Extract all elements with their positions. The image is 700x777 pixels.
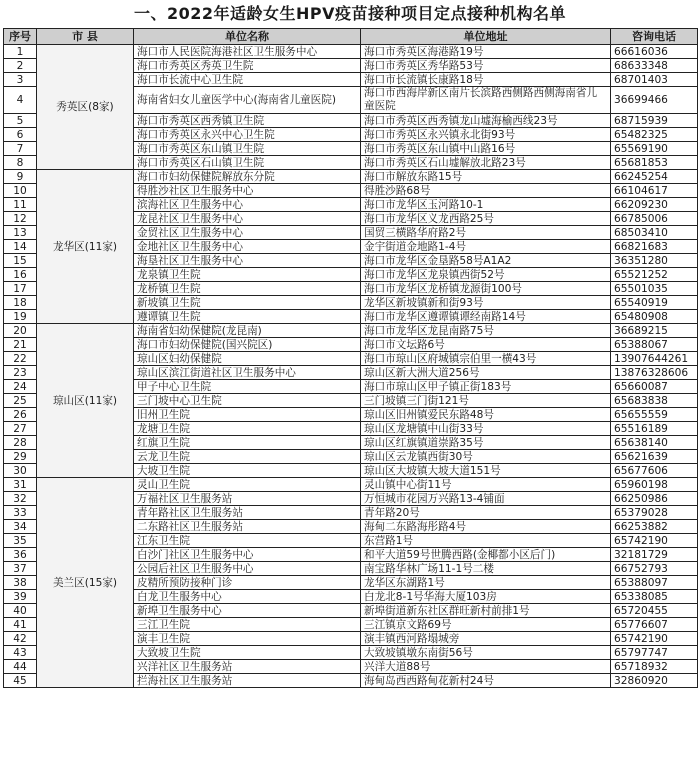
institution-address: 海口市琼山区府城镇宗伯里一横43号 — [361, 352, 611, 366]
institution-name: 拦海社区卫生服务站 — [134, 674, 361, 688]
contact-phone: 66250986 — [611, 492, 698, 506]
institution-address: 白龙北8-1号华海大厦103房 — [361, 590, 611, 604]
institution-address: 海口市龙华区龙桥镇龙源街100号 — [361, 282, 611, 296]
contact-phone: 65797747 — [611, 646, 698, 660]
contact-phone: 65718932 — [611, 660, 698, 674]
contact-phone: 65742190 — [611, 632, 698, 646]
institution-address: 金宇街道金地路1-4号 — [361, 240, 611, 254]
institution-name: 金贸社区卫生服务中心 — [134, 226, 361, 240]
contact-phone: 65482325 — [611, 128, 698, 142]
institution-address: 兴洋大道88号 — [361, 660, 611, 674]
row-number: 10 — [4, 184, 37, 198]
table-row — [4, 324, 698, 338]
row-number: 43 — [4, 646, 37, 660]
row-number: 12 — [4, 212, 37, 226]
institution-address: 海口市秀英区东山镇中山路16号 — [361, 142, 611, 156]
row-number: 23 — [4, 366, 37, 380]
institution-name: 海南省妇女儿童医学中心(海南省儿童医院) — [134, 87, 361, 114]
contact-phone: 65388067 — [611, 338, 698, 352]
header-district: 市 县 — [37, 29, 134, 45]
institution-address: 琼山区新大洲大道256号 — [361, 366, 611, 380]
institution-name: 遵谭镇卫生院 — [134, 310, 361, 324]
table-header-row — [4, 29, 698, 45]
contact-phone: 68503410 — [611, 226, 698, 240]
contact-phone: 66245254 — [611, 170, 698, 184]
institution-name: 青年路社区卫生服务站 — [134, 506, 361, 520]
institution-address: 海口市秀英区秀华路53号 — [361, 59, 611, 73]
institution-name: 龙桥镇卫生院 — [134, 282, 361, 296]
institution-name: 海口市秀英区西秀镇卫生院 — [134, 114, 361, 128]
table-row — [4, 170, 698, 184]
contact-phone: 65540919 — [611, 296, 698, 310]
header-phone: 咨询电话 — [611, 29, 698, 45]
row-number: 30 — [4, 464, 37, 478]
row-number: 35 — [4, 534, 37, 548]
contact-phone: 66209230 — [611, 198, 698, 212]
institution-name: 公园后社区卫生服务中心 — [134, 562, 361, 576]
contact-phone: 65379028 — [611, 506, 698, 520]
row-number: 4 — [4, 87, 37, 114]
district-label: 琼山区(11家) — [37, 324, 134, 478]
row-number: 9 — [4, 170, 37, 184]
table-row — [4, 478, 698, 492]
institution-name: 龙泉镇卫生院 — [134, 268, 361, 282]
institution-address: 海口市长流镇长康路18号 — [361, 73, 611, 87]
institution-address: 海甸二东路海彤路4号 — [361, 520, 611, 534]
contact-phone: 66253882 — [611, 520, 698, 534]
institution-address: 东营路1号 — [361, 534, 611, 548]
institution-name: 海南省妇幼保健院(龙昆南) — [134, 324, 361, 338]
institution-address: 海口市琼山区甲子镇正街183号 — [361, 380, 611, 394]
contact-phone: 68715939 — [611, 114, 698, 128]
institution-address: 琼山区云龙镇西街30号 — [361, 450, 611, 464]
institution-address: 海甸岛西西路甸花新村24号 — [361, 674, 611, 688]
contact-phone: 65655559 — [611, 408, 698, 422]
institution-name: 江东卫生院 — [134, 534, 361, 548]
institution-address: 得胜沙路68号 — [361, 184, 611, 198]
institution-name: 红旗卫生院 — [134, 436, 361, 450]
institution-name: 琼山区妇幼保健院 — [134, 352, 361, 366]
header-no: 序号 — [4, 29, 37, 45]
document-title: 一、2022年适龄女生HPV疫苗接种项目定点接种机构名单 — [133, 4, 567, 23]
institution-address: 海口市龙华区龙昆南路75号 — [361, 324, 611, 338]
row-number: 11 — [4, 198, 37, 212]
institution-address: 海口市秀英区永兴镇永北街93号 — [361, 128, 611, 142]
contact-phone: 66785006 — [611, 212, 698, 226]
institution-name: 龙昆社区卫生服务中心 — [134, 212, 361, 226]
contact-phone: 13876328606 — [611, 366, 698, 380]
row-number: 3 — [4, 73, 37, 87]
contact-phone: 32860920 — [611, 674, 698, 688]
row-number: 20 — [4, 324, 37, 338]
institution-name: 二东路社区卫生服务站 — [134, 520, 361, 534]
institution-address: 琼山区大坡镇大坡大道151号 — [361, 464, 611, 478]
contact-phone: 36699466 — [611, 87, 698, 114]
row-number: 15 — [4, 254, 37, 268]
contact-phone: 65621639 — [611, 450, 698, 464]
institution-name: 白沙门社区卫生服务中心 — [134, 548, 361, 562]
institution-name: 海口市人民医院海港社区卫生服务中心 — [134, 45, 361, 59]
row-number: 32 — [4, 492, 37, 506]
row-number: 37 — [4, 562, 37, 576]
institution-name: 皮精所预防接种门诊 — [134, 576, 361, 590]
institution-address: 海口市文坛路6号 — [361, 338, 611, 352]
row-number: 18 — [4, 296, 37, 310]
row-number: 8 — [4, 156, 37, 170]
institution-address: 万恒城市花园万兴路13-4铺面 — [361, 492, 611, 506]
institution-name: 海口市长流中心卫生院 — [134, 73, 361, 87]
contact-phone: 68701403 — [611, 73, 698, 87]
contact-phone: 65776607 — [611, 618, 698, 632]
row-number: 14 — [4, 240, 37, 254]
row-number: 44 — [4, 660, 37, 674]
institution-name: 海口市秀英区石山镇卫生院 — [134, 156, 361, 170]
institution-name: 演丰卫生院 — [134, 632, 361, 646]
contact-phone: 65660087 — [611, 380, 698, 394]
institution-name: 新坡镇卫生院 — [134, 296, 361, 310]
institution-name: 三江卫生院 — [134, 618, 361, 632]
district-label: 秀英区(8家) — [37, 45, 134, 170]
contact-phone: 66104617 — [611, 184, 698, 198]
contact-phone: 65501035 — [611, 282, 698, 296]
contact-phone: 65338085 — [611, 590, 698, 604]
row-number: 26 — [4, 408, 37, 422]
row-number: 21 — [4, 338, 37, 352]
institution-name: 云龙卫生院 — [134, 450, 361, 464]
institution-address: 龙华区东湖路1号 — [361, 576, 611, 590]
table-body — [4, 45, 698, 688]
contact-phone: 65388097 — [611, 576, 698, 590]
institution-address: 大致坡镇墩东南街56号 — [361, 646, 611, 660]
contact-phone: 32181729 — [611, 548, 698, 562]
institution-address: 海口市秀英区石山墟解放北路23号 — [361, 156, 611, 170]
institution-name: 大致坡卫生院 — [134, 646, 361, 660]
contact-phone: 66616036 — [611, 45, 698, 59]
institution-address: 国贸三横路华府路2号 — [361, 226, 611, 240]
institution-address: 龙华区新坡镇新和街93号 — [361, 296, 611, 310]
institution-address: 海口市龙华区义龙西路25号 — [361, 212, 611, 226]
institution-address: 琼山区龙塘镇中山街33号 — [361, 422, 611, 436]
institution-name: 得胜沙社区卫生服务中心 — [134, 184, 361, 198]
contact-phone: 65742190 — [611, 534, 698, 548]
institution-address: 海口市西海岸新区南片长滨路西侧路西侧海南省儿童医院 — [361, 87, 611, 114]
district-label: 美兰区(15家) — [37, 478, 134, 688]
row-number: 38 — [4, 576, 37, 590]
row-number: 31 — [4, 478, 37, 492]
institution-address: 新埠街道新东社区群旺新村前排1号 — [361, 604, 611, 618]
row-number: 40 — [4, 604, 37, 618]
row-number: 41 — [4, 618, 37, 632]
institution-address: 海口市龙华区玉河路10-1 — [361, 198, 611, 212]
table-row — [4, 45, 698, 59]
contact-phone: 68633348 — [611, 59, 698, 73]
row-number: 1 — [4, 45, 37, 59]
institution-address: 琼山区红旗镇道崇路35号 — [361, 436, 611, 450]
institution-address: 南宝路华林广场11-1号二楼 — [361, 562, 611, 576]
institution-address: 海口市秀英区西秀镇龙山墟海榆西线23号 — [361, 114, 611, 128]
contact-phone: 65480908 — [611, 310, 698, 324]
contact-phone: 65720455 — [611, 604, 698, 618]
row-number: 25 — [4, 394, 37, 408]
row-number: 33 — [4, 506, 37, 520]
row-number: 28 — [4, 436, 37, 450]
row-number: 42 — [4, 632, 37, 646]
header-address: 单位地址 — [361, 29, 611, 45]
clinic-table — [3, 28, 698, 688]
contact-phone: 65683838 — [611, 394, 698, 408]
row-number: 29 — [4, 450, 37, 464]
institution-name: 新埠卫生服务中心 — [134, 604, 361, 618]
institution-name: 大坡卫生院 — [134, 464, 361, 478]
institution-address: 三江镇京文路69号 — [361, 618, 611, 632]
contact-phone: 66752793 — [611, 562, 698, 576]
contact-phone: 36351280 — [611, 254, 698, 268]
institution-name: 万福社区卫生服务站 — [134, 492, 361, 506]
contact-phone: 65677606 — [611, 464, 698, 478]
institution-name: 三门坡中心卫生院 — [134, 394, 361, 408]
institution-address: 三门坡镇三门街121号 — [361, 394, 611, 408]
institution-name: 海口市秀英区永兴中心卫生院 — [134, 128, 361, 142]
institution-address: 琼山区旧州镇爱民东路48号 — [361, 408, 611, 422]
institution-name: 兴洋社区卫生服务站 — [134, 660, 361, 674]
institution-address: 海口市解放东路15号 — [361, 170, 611, 184]
institution-name: 金地社区卫生服务中心 — [134, 240, 361, 254]
header-name: 单位名称 — [134, 29, 361, 45]
row-number: 17 — [4, 282, 37, 296]
institution-name: 海口市秀英区东山镇卫生院 — [134, 142, 361, 156]
institution-name: 灵山卫生院 — [134, 478, 361, 492]
institution-name: 海垦社区卫生服务中心 — [134, 254, 361, 268]
institution-address: 和平大道59号世腾西路(金椰都小区后门) — [361, 548, 611, 562]
contact-phone: 65960198 — [611, 478, 698, 492]
row-number: 6 — [4, 128, 37, 142]
institution-name: 旧州卫生院 — [134, 408, 361, 422]
institution-address: 灵山镇中心街11号 — [361, 478, 611, 492]
institution-name: 白龙卫生服务中心 — [134, 590, 361, 604]
institution-address: 演丰镇西河路塌城旁 — [361, 632, 611, 646]
row-number: 5 — [4, 114, 37, 128]
institution-name: 甲子中心卫生院 — [134, 380, 361, 394]
row-number: 36 — [4, 548, 37, 562]
row-number: 16 — [4, 268, 37, 282]
contact-phone: 65516189 — [611, 422, 698, 436]
contact-phone: 13907644261 — [611, 352, 698, 366]
row-number: 27 — [4, 422, 37, 436]
contact-phone: 65521252 — [611, 268, 698, 282]
row-number: 45 — [4, 674, 37, 688]
contact-phone: 36689215 — [611, 324, 698, 338]
institution-name: 龙塘卫生院 — [134, 422, 361, 436]
row-number: 7 — [4, 142, 37, 156]
row-number: 19 — [4, 310, 37, 324]
contact-phone: 65638140 — [611, 436, 698, 450]
row-number: 2 — [4, 59, 37, 73]
contact-phone: 65569190 — [611, 142, 698, 156]
institution-address: 海口市龙华区龙泉镇西街52号 — [361, 268, 611, 282]
institution-name: 琼山区滨江街道社区卫生服务中心 — [134, 366, 361, 380]
row-number: 22 — [4, 352, 37, 366]
institution-name: 海口市妇幼保健院解放东分院 — [134, 170, 361, 184]
institution-address: 海口市秀英区海港路19号 — [361, 45, 611, 59]
institution-address: 海口市龙华区遵谭镇谭经南路14号 — [361, 310, 611, 324]
row-number: 39 — [4, 590, 37, 604]
row-number: 24 — [4, 380, 37, 394]
row-number: 34 — [4, 520, 37, 534]
institution-name: 海口市妇幼保健院(国兴院区) — [134, 338, 361, 352]
institution-name: 海口市秀英区秀英卫生院 — [134, 59, 361, 73]
row-number: 13 — [4, 226, 37, 240]
institution-address: 青年路20号 — [361, 506, 611, 520]
institution-address: 海口市龙华区金垦路58号A1A2 — [361, 254, 611, 268]
contact-phone: 66821683 — [611, 240, 698, 254]
district-label: 龙华区(11家) — [37, 170, 134, 324]
institution-name: 滨海社区卫生服务中心 — [134, 198, 361, 212]
contact-phone: 65681853 — [611, 156, 698, 170]
